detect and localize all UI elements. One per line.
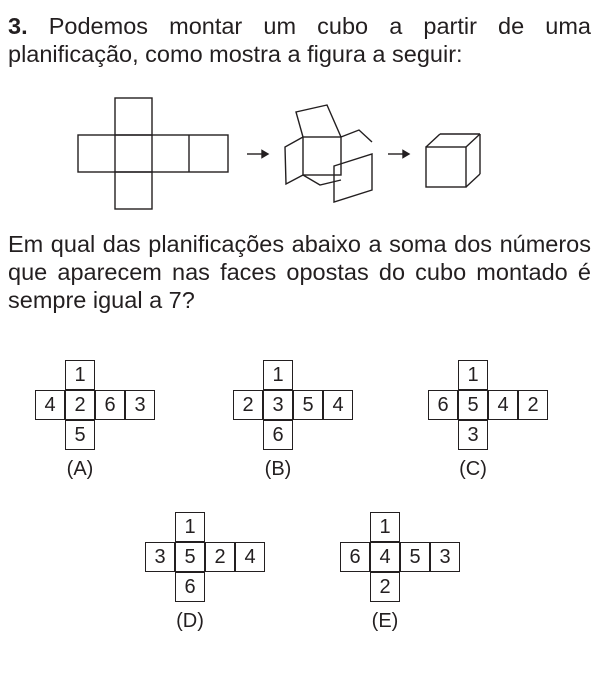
net-face: 5 (400, 542, 430, 572)
net-face: 2 (65, 390, 95, 420)
question-number: 3. (8, 13, 28, 39)
option-label: (A) (66, 458, 94, 480)
net-face: 4 (488, 390, 518, 420)
net-face: 2 (518, 390, 548, 420)
net-face: 6 (263, 420, 293, 450)
option-label: (C) (459, 458, 487, 480)
net-face: 3 (458, 420, 488, 450)
question-text: Em qual das planificações abaixo a soma dos números que aparecem nas faces opostas do cubo montado é sempre igual a 7? (8, 231, 591, 313)
net-face: 4 (370, 542, 400, 572)
net-face: 6 (95, 390, 125, 420)
net-face: 1 (458, 360, 488, 390)
net-face: 5 (65, 420, 95, 450)
net-face: 1 (65, 360, 95, 390)
net-face: 5 (293, 390, 323, 420)
option-label: (E) (371, 610, 399, 632)
net-option-c[interactable] (428, 360, 560, 480)
cube-drawing (426, 134, 480, 187)
net-face: 4 (235, 542, 265, 572)
net-face: 3 (145, 542, 175, 572)
net-face: 3 (125, 390, 155, 420)
net-option-e[interactable] (340, 512, 472, 632)
net-option-a[interactable] (35, 360, 167, 480)
net-face: 1 (175, 512, 205, 542)
net-face: 5 (458, 390, 488, 420)
net-option-d[interactable] (145, 512, 277, 632)
net-face: 6 (428, 390, 458, 420)
net-face: 2 (205, 542, 235, 572)
net-face: 5 (175, 542, 205, 572)
question-intro (8, 12, 591, 68)
cube-assembly-figure (0, 90, 601, 220)
net-face: 1 (263, 360, 293, 390)
net-face: 1 (370, 512, 400, 542)
net-face: 4 (323, 390, 353, 420)
net-face: 3 (263, 390, 293, 420)
net-face: 4 (35, 390, 65, 420)
option-label: (B) (264, 458, 292, 480)
question-intro-text: Podemos montar um cubo a partir de uma planificação, como mostra a figura a seguir: (8, 13, 591, 67)
net-option-b[interactable] (233, 360, 365, 480)
net-face: 2 (370, 572, 400, 602)
net-face: 3 (430, 542, 460, 572)
option-label: (D) (176, 610, 204, 632)
net-face: 6 (175, 572, 205, 602)
arrow-icon (388, 151, 409, 158)
net-face: 2 (233, 390, 263, 420)
net-face: 6 (340, 542, 370, 572)
arrow-icon (247, 151, 268, 158)
flat-net-drawing (78, 98, 228, 209)
folding-cube-drawing (285, 105, 372, 202)
